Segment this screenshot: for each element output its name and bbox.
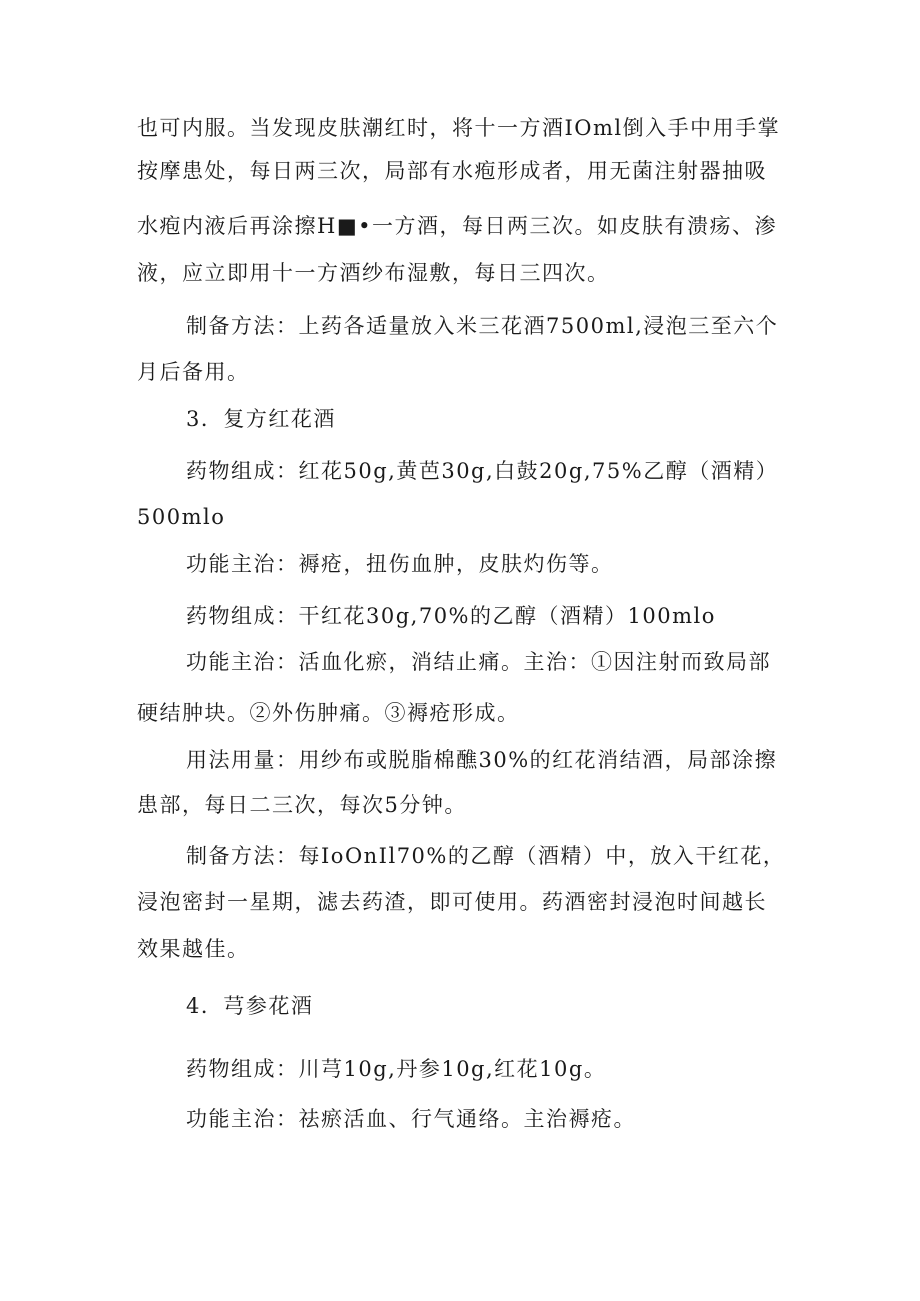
paragraph-line: 按摩患处，每日两三次，局部有水疱形成者，用无菌注射器抽吸 bbox=[137, 159, 767, 183]
paragraph-line: 硬结肿块。②外伤肿痛。③褥疮形成。 bbox=[137, 701, 520, 725]
paragraph-line: 效果越佳。 bbox=[137, 937, 250, 961]
paragraph-line: 月后备用。 bbox=[137, 360, 250, 384]
paragraph-line: 制备方法：上药各适量放入米三花酒7500ml,浸泡三至六个 bbox=[186, 314, 779, 338]
paragraph-line: 用法用量：用纱布或脱脂棉醮30%的红花消结酒，局部涂擦 bbox=[186, 748, 778, 772]
paragraph-line: 500mlo bbox=[137, 505, 226, 529]
paragraph-line: 浸泡密封一星期，滤去药渣，即可使用。药酒密封浸泡时间越长 bbox=[137, 890, 767, 914]
paragraph-line: 功能主治：活血化瘀，消结止痛。主治：①因注射而致局部 bbox=[186, 650, 771, 674]
paragraph-line: 水疱内液后再涂擦H■•一方酒，每日两三次。如皮肤有溃疡、渗 bbox=[137, 214, 778, 238]
paragraph-line: 患部，每日二三次，每次5分钟。 bbox=[137, 793, 467, 817]
paragraph-line: 药物组成：红花50g,黄芭30g,白鼓20g,75%乙醇（酒精） bbox=[186, 459, 779, 483]
paragraph-line: 也可内服。当发现皮肤潮红时，将十一方酒IOml倒入手中用手掌 bbox=[137, 116, 781, 140]
paragraph-line: 功能主治：祛瘀活血、行气通络。主治褥疮。 bbox=[186, 1107, 636, 1131]
section-heading: 3．复方红花酒 bbox=[186, 407, 336, 431]
section-heading: 4．芎参花酒 bbox=[186, 994, 314, 1018]
paragraph-line: 药物组成：干红花30g,70%的乙醇（酒精）100mlo bbox=[186, 604, 716, 628]
paragraph-line: 制备方法：每IoOnIl70%的乙醇（酒精）中，放入干红花， bbox=[186, 844, 786, 868]
paragraph-line: 药物组成：川芎10g,丹参10g,红花10g。 bbox=[186, 1057, 607, 1081]
paragraph-line: 液，应立即用十一方酒纱布湿敷，每日三四次。 bbox=[137, 261, 610, 285]
paragraph-line: 功能主治：褥疮，扭伤血肿，皮肤灼伤等。 bbox=[186, 552, 614, 576]
